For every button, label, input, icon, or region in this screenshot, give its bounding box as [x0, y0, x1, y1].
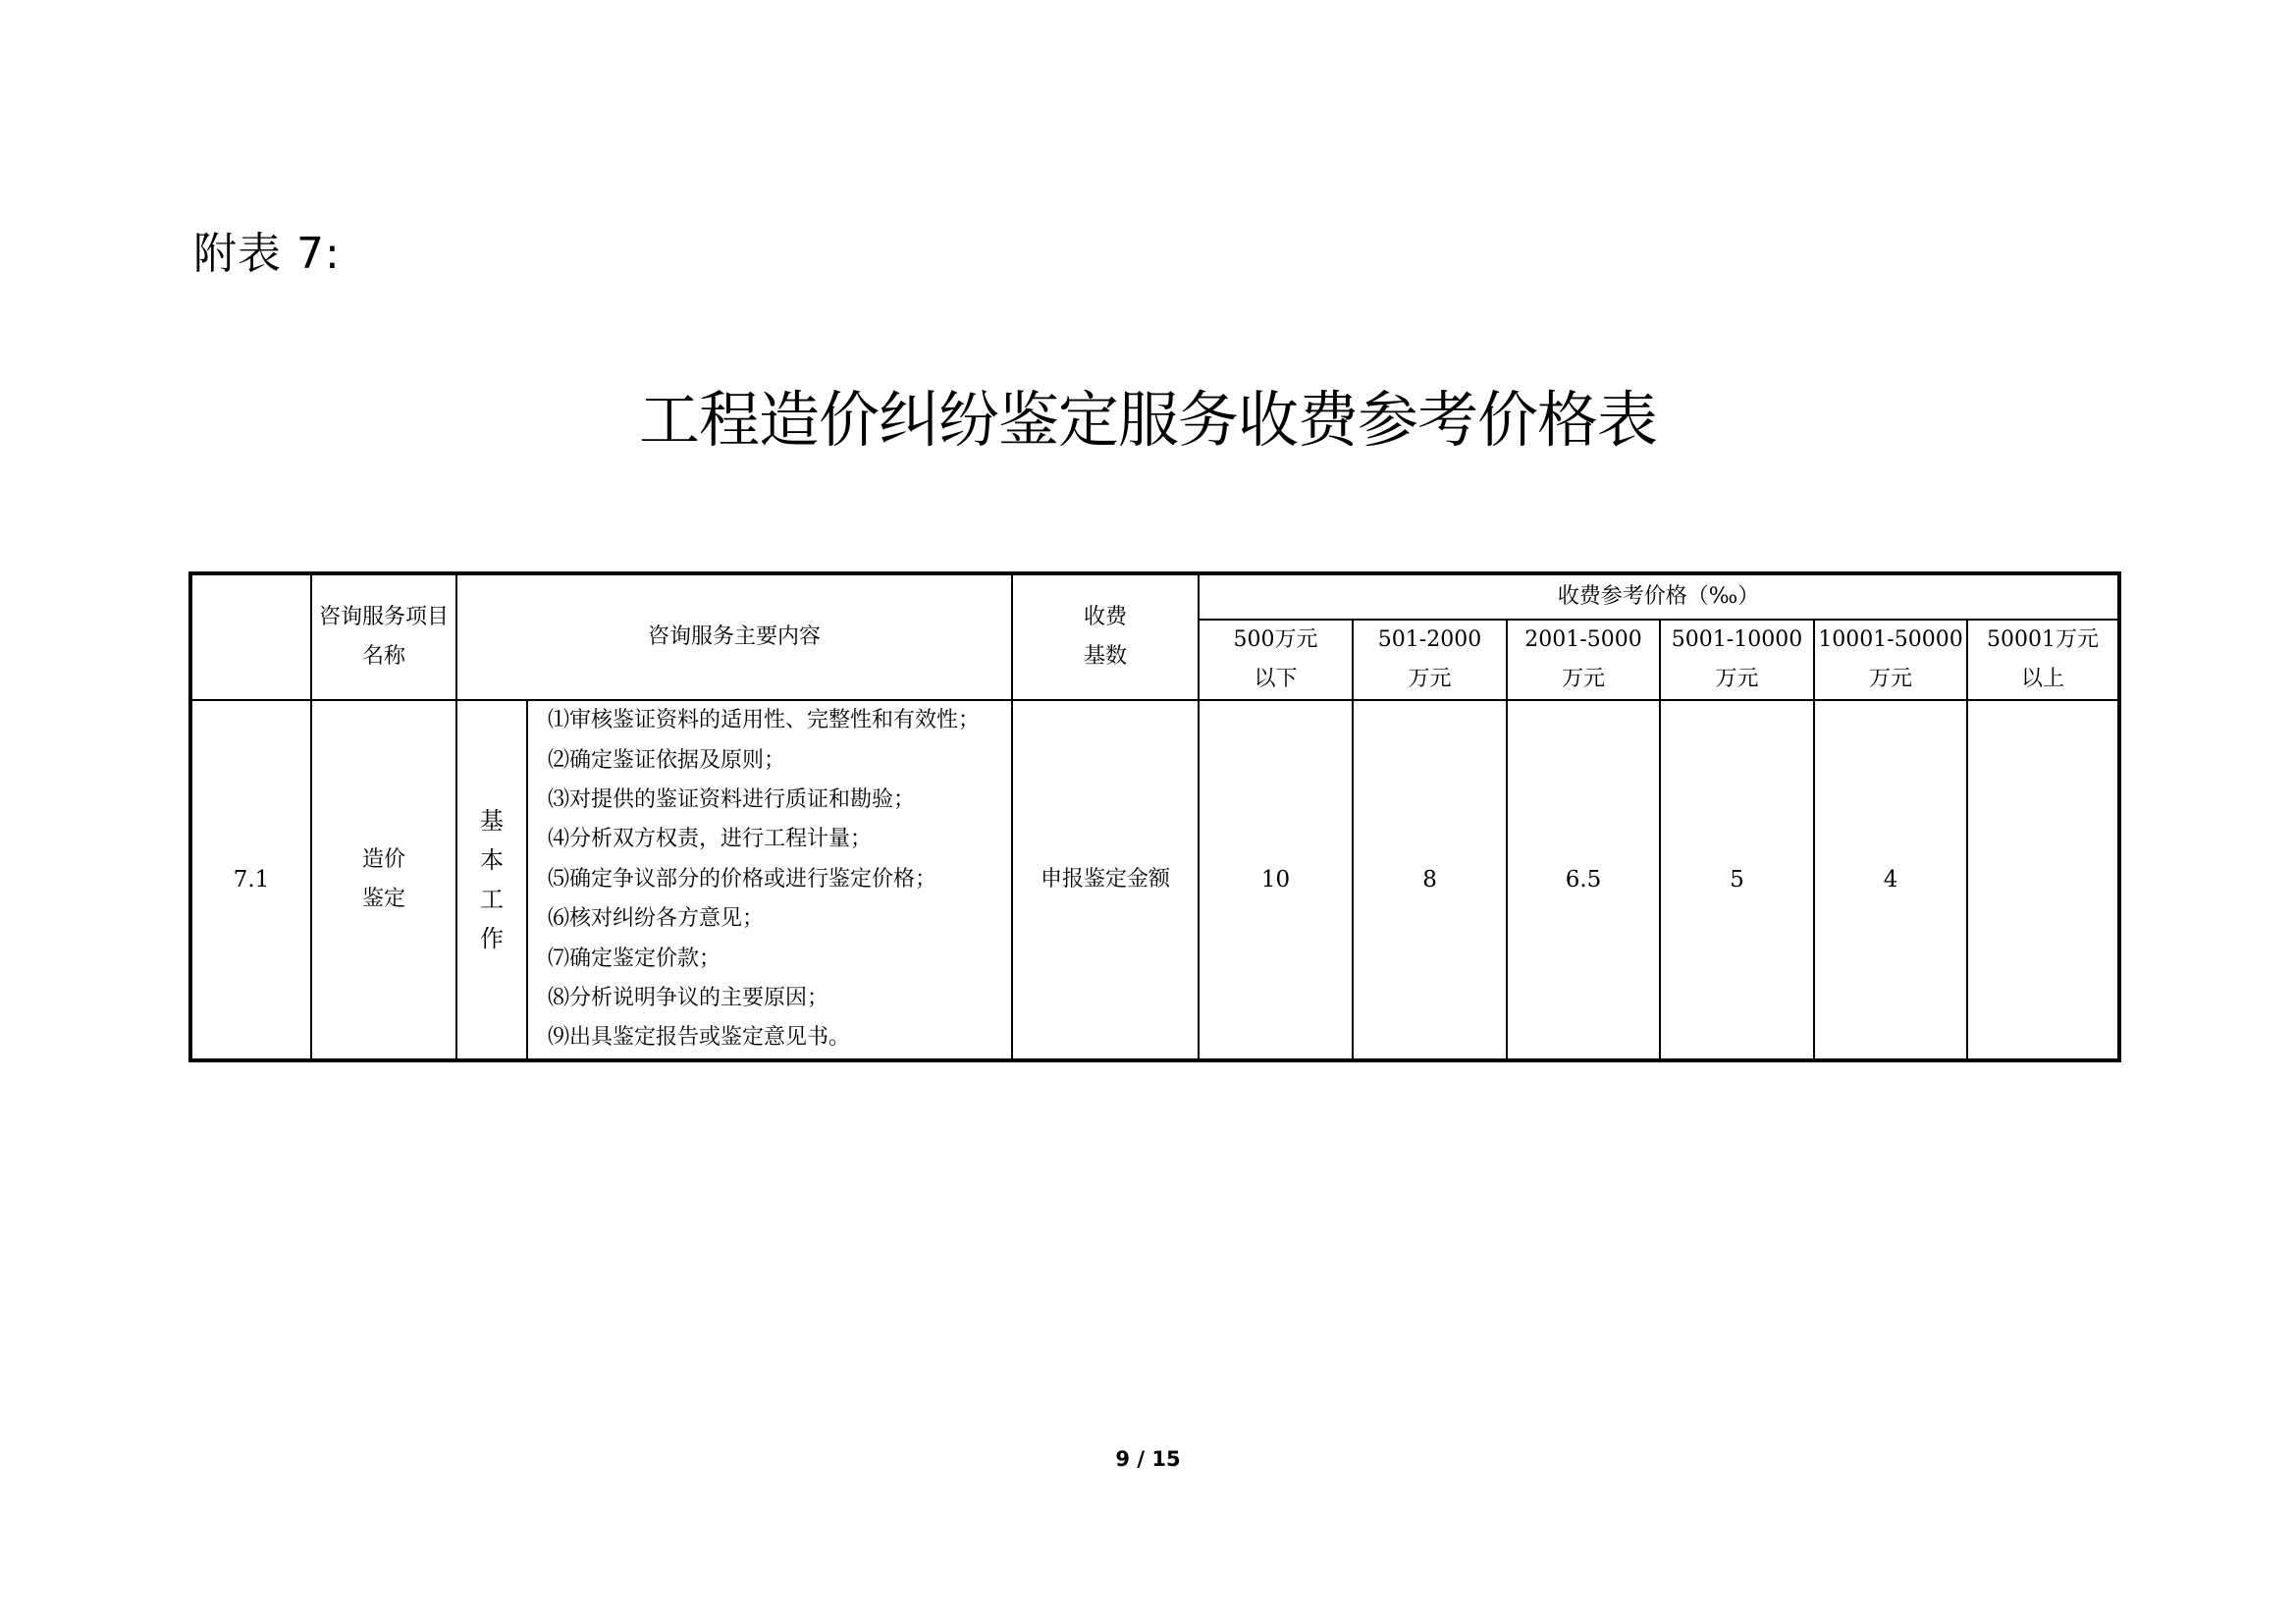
table-row [190, 700, 2119, 1060]
content-item: ⑴审核鉴证资料的适用性、完整性和有效性； [548, 708, 981, 733]
header-blank-cell [190, 573, 311, 700]
header-fee-base [1012, 573, 1199, 700]
tier-line: 万元 [1715, 667, 1759, 691]
content-item: ⑸确定争议部分的价格或进行鉴定价格； [548, 866, 937, 892]
annex-label: 附表 7: [193, 229, 341, 279]
header-tier-6 [1967, 620, 2119, 700]
header-tier-2 [1353, 620, 1507, 700]
content-item: ⑵确定鉴证依据及原则； [548, 747, 786, 773]
row-contents [527, 700, 1012, 1060]
tier-line: 5001-10000 [1671, 627, 1803, 652]
content-item: ⑻分析说明争议的主要原因； [548, 986, 829, 1011]
row-rate-tier-6 [1967, 700, 2119, 1060]
row-fee-base: 申报鉴定金额 [1012, 700, 1199, 1060]
category-char: 作 [480, 925, 504, 952]
row-category [456, 700, 527, 1060]
tier-line: 万元 [1869, 667, 1913, 691]
tier-line: 500万元 [1233, 627, 1318, 652]
category-char: 本 [480, 846, 504, 874]
row-rate-tier-3: 6.5 [1507, 700, 1660, 1060]
table-header-row [190, 573, 2119, 620]
content-item: ⑹核对纠纷各方意见； [548, 906, 765, 932]
row-rate-tier-5: 4 [1814, 700, 1967, 1060]
header-main-content: 咨询服务主要内容 [456, 573, 1012, 700]
header-fee-price-group: 收费参考价格（‰） [1199, 573, 2119, 620]
tier-line: 以下 [1254, 667, 1298, 691]
content-item: ⑺确定鉴定价款； [548, 946, 721, 971]
header-tier-1 [1199, 620, 1353, 700]
tier-line: 50001万元 [1987, 627, 2100, 652]
row-rate-tier-2: 8 [1353, 700, 1507, 1060]
content-item: ⑶对提供的鉴证资料进行质证和勘验； [548, 786, 916, 812]
tier-line: 万元 [1562, 667, 1606, 691]
category-char: 基 [480, 807, 504, 835]
header-item-name-line: 咨询服务项目 [318, 605, 449, 629]
content-item: ⑷分析双方权责，进行工程计量； [548, 827, 873, 852]
header-tier-3 [1507, 620, 1660, 700]
document-title: 工程造价纠纷鉴定服务收费参考价格表 [638, 384, 1657, 456]
tier-line: 501-2000 [1377, 627, 1482, 652]
header-tier-5 [1814, 620, 1967, 700]
content-item: ⑼出具鉴定报告或鉴定意见书。 [548, 1025, 851, 1051]
row-rate-tier-1: 10 [1199, 700, 1353, 1060]
page-number: 9 / 15 [1115, 1447, 1181, 1471]
header-tier-4 [1660, 620, 1814, 700]
fee-reference-table [188, 571, 2121, 1062]
header-fee-base-line: 基数 [1084, 644, 1128, 669]
row-item-name-line: 鉴定 [361, 887, 405, 911]
header-fee-base-line: 收费 [1084, 605, 1128, 629]
row-rate-tier-4: 5 [1660, 700, 1814, 1060]
row-item-name [311, 700, 456, 1060]
tier-line: 2001-5000 [1524, 627, 1642, 652]
category-char: 工 [480, 886, 504, 913]
header-item-name-line: 名称 [361, 644, 405, 669]
row-item-name-line: 造价 [361, 847, 405, 872]
tier-line: 万元 [1408, 667, 1452, 691]
tier-line: 10001-50000 [1818, 627, 1963, 652]
tier-line: 以上 [2021, 667, 2065, 691]
row-code: 7.1 [190, 700, 311, 1060]
header-item-name [311, 573, 456, 700]
